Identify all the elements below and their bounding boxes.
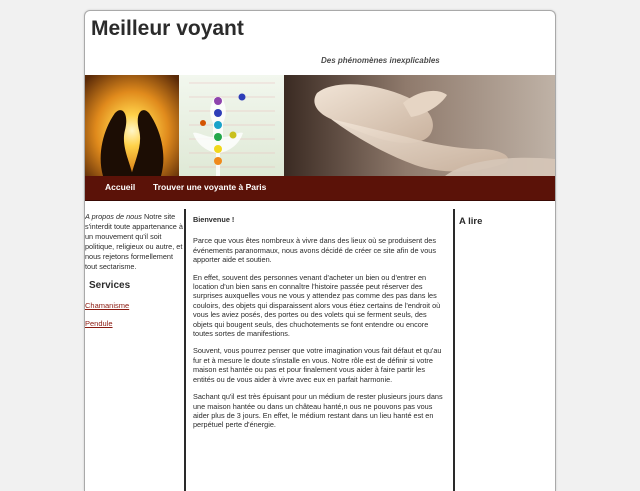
- nav-home-link[interactable]: Accueil: [105, 182, 136, 192]
- column-divider-left: [184, 209, 186, 491]
- content-paragraph: Parce que vous êtes nombreux à vivre dans des lieux où se produisent des événements paranormaux, nous avons décidé de créer ce site afin de vous apporter aide et soutien.: [193, 236, 436, 265]
- services-heading: Services: [89, 280, 131, 291]
- site-title[interactable]: Meilleur voyant: [91, 17, 244, 40]
- banner-image: [85, 75, 555, 176]
- main-content: [193, 215, 447, 438]
- about-text: Notre site s'interdit toute appartenance à un mouvement qu'il soit politique, religieux ou autre, et nous rejetons formellement tout sectarisme.: [85, 212, 183, 271]
- nav-find-psychic-link[interactable]: Trouver une voyante à Paris: [153, 182, 267, 192]
- service-link-chamanisme[interactable]: Chamanisme: [85, 301, 130, 310]
- read-more-heading: A lire: [459, 216, 483, 227]
- site-tagline: Des phénomènes inexplicables: [321, 56, 440, 65]
- content-paragraph: En effet, souvent des personnes venant d'acheter un bien ou d'entrer en location d'un bien sans en connaître l'histoire passée peut réserver des surprises auxquelles vous ne vous y attendez pas comme des pas dans les couloirs, des objets qui disparaissent alors vous étiez certains de l'endroit où vous les aviez posés, des portes ou des volets qui se ferment seuls, des objets qui bougent seuls, des chuchotements se font entendre ou encore toutes sortes de manifestions.: [193, 272, 441, 339]
- left-sidebar: [85, 212, 185, 329]
- right-sidebar: [459, 216, 549, 227]
- content-paragraph: Sachant qu'il est très épuisant pour un médium de rester plusieurs jours dans une maison hantée ou dans un château hanté,n ous ne pouvons pas vous aider plus de 3 jours. En effet, le médium restant dans un lieu hanté est en perpétuel perte d'énergie.: [193, 392, 443, 430]
- main-nav: [85, 176, 555, 201]
- about-text-block: [85, 212, 185, 272]
- page-container: [84, 10, 556, 491]
- header-banner: [85, 75, 555, 176]
- service-link-pendule[interactable]: Pendule: [85, 319, 113, 328]
- welcome-heading: Bienvenue !: [193, 215, 235, 224]
- content-paragraph: Souvent, vous pourrez penser que votre imagination vous fait défaut et qu'au fur et à mesure le doute s'installe en vous. Notre rôle est de définir si votre maison est hantée ou pas et pour finalement vous aider à faire partir les entités ou de vous aider à vivre avec eux en parfait harmonie.: [193, 346, 442, 384]
- column-divider-right: [453, 209, 455, 491]
- about-link[interactable]: A propos de nous: [85, 212, 142, 221]
